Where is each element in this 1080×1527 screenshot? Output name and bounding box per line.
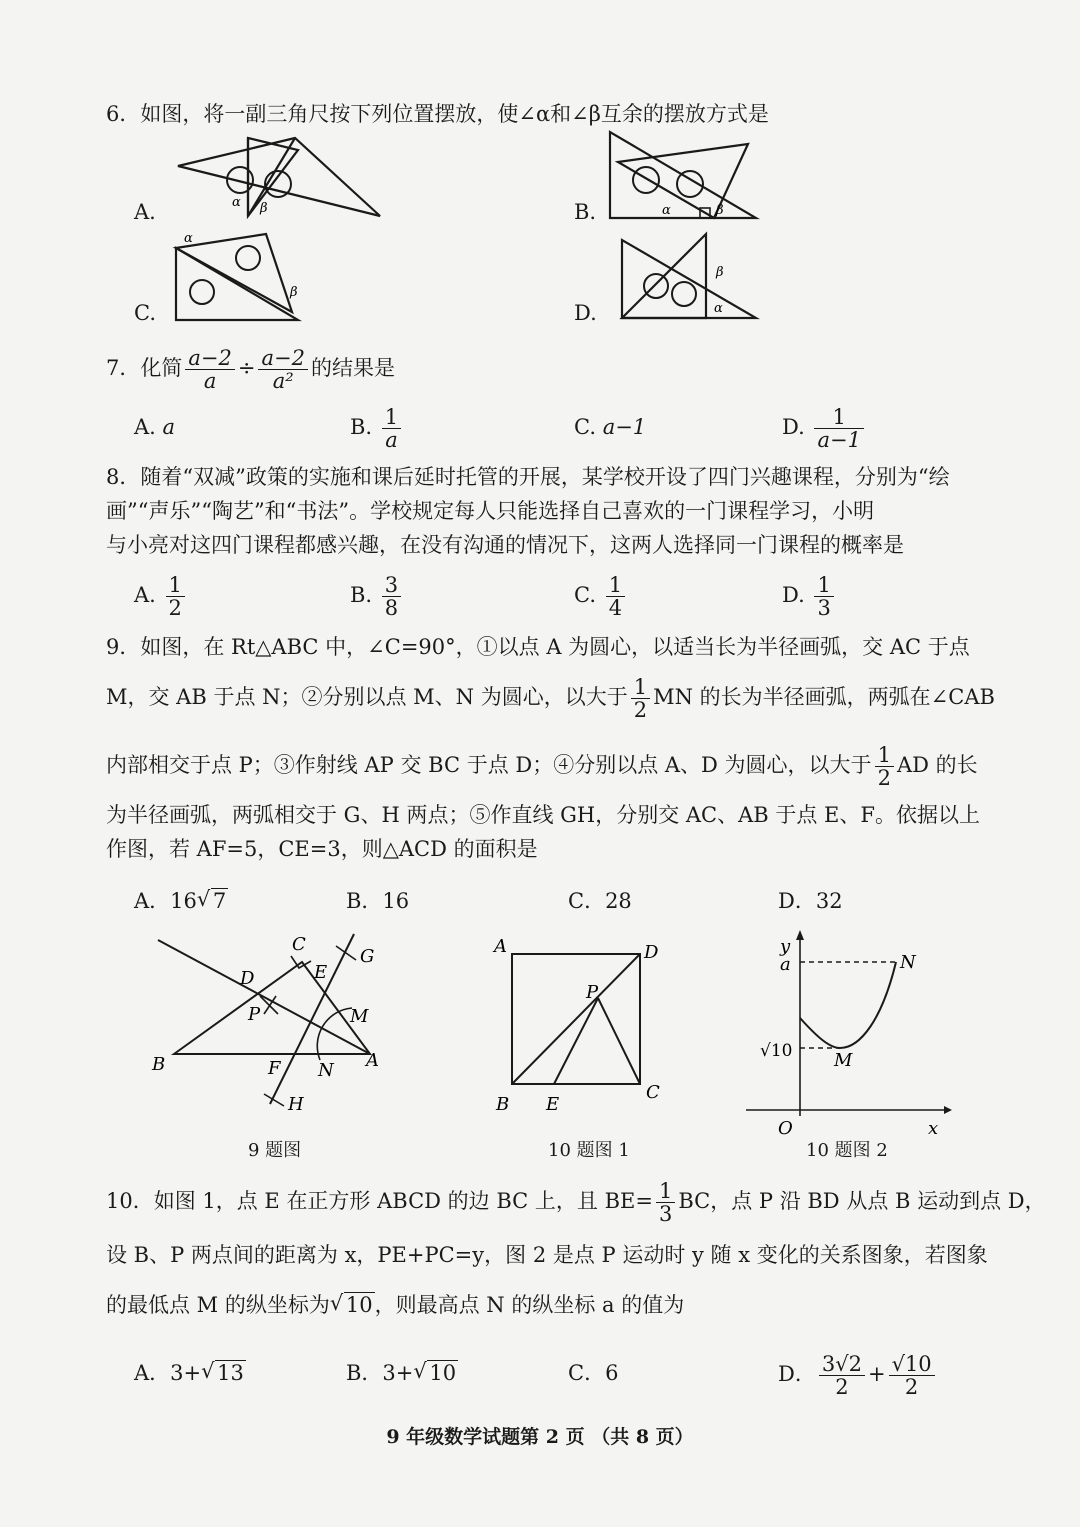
- q7-option-b: B. $\frac{1}{a}$: [350, 402, 404, 452]
- q7-stem: 7．化简 $\frac{a-2}{a}$ ÷ $\frac{a-2}{\text{a²}}$ 的结果是: [106, 346, 395, 393]
- q9-figure-caption: 9 题图: [248, 1140, 302, 1161]
- svg-text:P: P: [586, 982, 599, 1003]
- q6-option-b-label: B.: [574, 200, 597, 224]
- q9-option-c: C．28: [568, 889, 632, 913]
- q8-line-1: 8．随着“双减”政策的实施和课后延时托管的开展，某学校开设了四门兴趣课程，分别为“绘: [106, 465, 950, 489]
- q10-option-d: D． $\frac{3√2}{2}$ + $\frac{√10}{2}$: [778, 1348, 938, 1400]
- q8-option-d: D. $\frac{1}{3}$: [782, 570, 837, 620]
- q8-option-a: A. $\frac{1}{2}$: [134, 570, 188, 620]
- q10-option-a: A．3+√ 13: [134, 1360, 246, 1386]
- page-footer: 9 年级数学试题第 2 页 （共 8 页）: [386, 1426, 694, 1448]
- q6-option-a-label: A.: [134, 200, 156, 224]
- q8-option-c: C. $\frac{1}{4}$: [574, 570, 628, 620]
- q10-figure-1-caption: 10 题图 1: [548, 1140, 630, 1161]
- q10-option-b: B．3+√ 10: [346, 1360, 458, 1386]
- q9-line-4: 为半径画弧，两弧相交于 G、H 两点；⑤作直线 GH，分别交 AC、AB 于点 E、F。依据以上: [106, 803, 980, 827]
- q10-figure-2-caption: 10 题图 2: [806, 1140, 888, 1161]
- q10-option-c: C．6: [568, 1361, 619, 1385]
- q6-stem: 6．如图，将一副三角尺按下列位置摆放，使∠α和∠β互余的摆放方式是: [106, 102, 769, 126]
- svg-text:β: β: [716, 265, 724, 280]
- svg-text:y: y: [780, 936, 791, 957]
- q10-line-3: 的最低点 M 的纵坐标为√ 10，则最高点 N 的纵坐标 a 的值为: [106, 1292, 684, 1318]
- q9-line-1: 9．如图，在 Rt△ABC 中，∠C=90°，①以点 A 为圆心，以适当长为半径画弧，交 AC 于点: [106, 635, 970, 659]
- svg-text:a: a: [780, 954, 791, 975]
- q8-line-3: 与小亮对这四门课程都感兴趣，在没有沟通的情况下，这两人选择同一门课程的概率是: [106, 533, 904, 557]
- svg-text:A: A: [494, 936, 507, 957]
- q9-line-3: 内部相交于点 P；③作射线 AP 交 BC 于点 D；④分别以点 A、D 为圆心，以大于 $\frac{1}{2}$ AD 的长: [106, 743, 978, 790]
- svg-text:H: H: [288, 1094, 304, 1115]
- q6-figure-a: [170, 128, 390, 224]
- svg-text:A: A: [366, 1050, 379, 1071]
- q8-line-2: 画”“声乐”“陶艺”和“书法”。学校规定每人只能选择自己喜欢的一门课程学习，小明: [106, 499, 875, 523]
- q10-figure-2: [738, 920, 958, 1139]
- q9-figure: [140, 920, 400, 1120]
- q6-option-c-label: C.: [134, 301, 156, 325]
- svg-text:E: E: [546, 1094, 560, 1115]
- q6-figure-c: [168, 228, 318, 328]
- svg-text:x: x: [928, 1118, 939, 1139]
- svg-text:D: D: [240, 968, 255, 989]
- svg-text:α: α: [232, 195, 241, 210]
- svg-text:C: C: [292, 934, 306, 955]
- q9-option-a: A．16√ 7: [134, 888, 228, 914]
- svg-text:β: β: [260, 201, 268, 216]
- q6-figure-b: [604, 128, 764, 224]
- svg-text:M: M: [350, 1006, 369, 1027]
- svg-text:β: β: [716, 203, 724, 218]
- svg-text:F: F: [268, 1058, 281, 1079]
- q10-line-1: 10．如图 1，点 E 在正方形 ABCD 的边 BC 上，且 BE= $\frac{1}{3}$ BC，点 P 沿 BD 从点 B 运动到点 D，: [106, 1179, 1046, 1226]
- svg-text:P: P: [248, 1004, 261, 1025]
- svg-text:O: O: [778, 1118, 793, 1139]
- q7-number: 7．化简: [106, 356, 183, 380]
- svg-text:C: C: [646, 1082, 660, 1103]
- svg-text:M: M: [834, 1050, 853, 1071]
- q6-figure-d: [616, 230, 766, 326]
- q9-line-5: 作图，若 AF=5，CE=3，则△ACD 的面积是: [106, 837, 538, 861]
- q7-option-c: C. a−1: [574, 415, 647, 439]
- q9-option-d: D．32: [778, 889, 843, 913]
- q6-option-d-label: D.: [574, 301, 597, 325]
- q9-option-b: B．16: [346, 889, 410, 913]
- q7-option-a: A. a: [134, 415, 176, 439]
- svg-text:α: α: [184, 231, 193, 246]
- svg-text:B: B: [496, 1094, 510, 1115]
- q7-option-d: D. $\frac{1}{a-1}$: [782, 402, 867, 452]
- q10-figure-1: [490, 926, 670, 1122]
- svg-text:√10: √10: [760, 1041, 793, 1061]
- svg-text:α: α: [662, 203, 671, 218]
- q10-line-2: 设 B、P 两点间的距离为 x，PE+PC=y，图 2 是点 P 运动时 y 随 x 变化的关系图象，若图象: [106, 1243, 988, 1267]
- svg-text:β: β: [290, 285, 298, 300]
- q9-line-2: M，交 AB 于点 N；②分别以点 M、N 为圆心，以大于 $\frac{1}{2}$ MN 的长为半径画弧，两弧在∠CAB: [106, 675, 995, 722]
- svg-text:D: D: [644, 942, 659, 963]
- svg-text:N: N: [900, 952, 916, 973]
- q7-fraction-1: $\frac{a-2}{a}$: [185, 347, 234, 392]
- svg-text:N: N: [318, 1060, 334, 1081]
- svg-text:G: G: [360, 946, 375, 967]
- svg-text:B: B: [152, 1054, 166, 1075]
- q8-option-b: B. $\frac{3}{8}$: [350, 570, 404, 620]
- q7-fraction-2: $\frac{a-2}{\text{a²}}$: [258, 347, 307, 392]
- svg-text:α: α: [714, 301, 723, 316]
- svg-text:E: E: [314, 962, 328, 983]
